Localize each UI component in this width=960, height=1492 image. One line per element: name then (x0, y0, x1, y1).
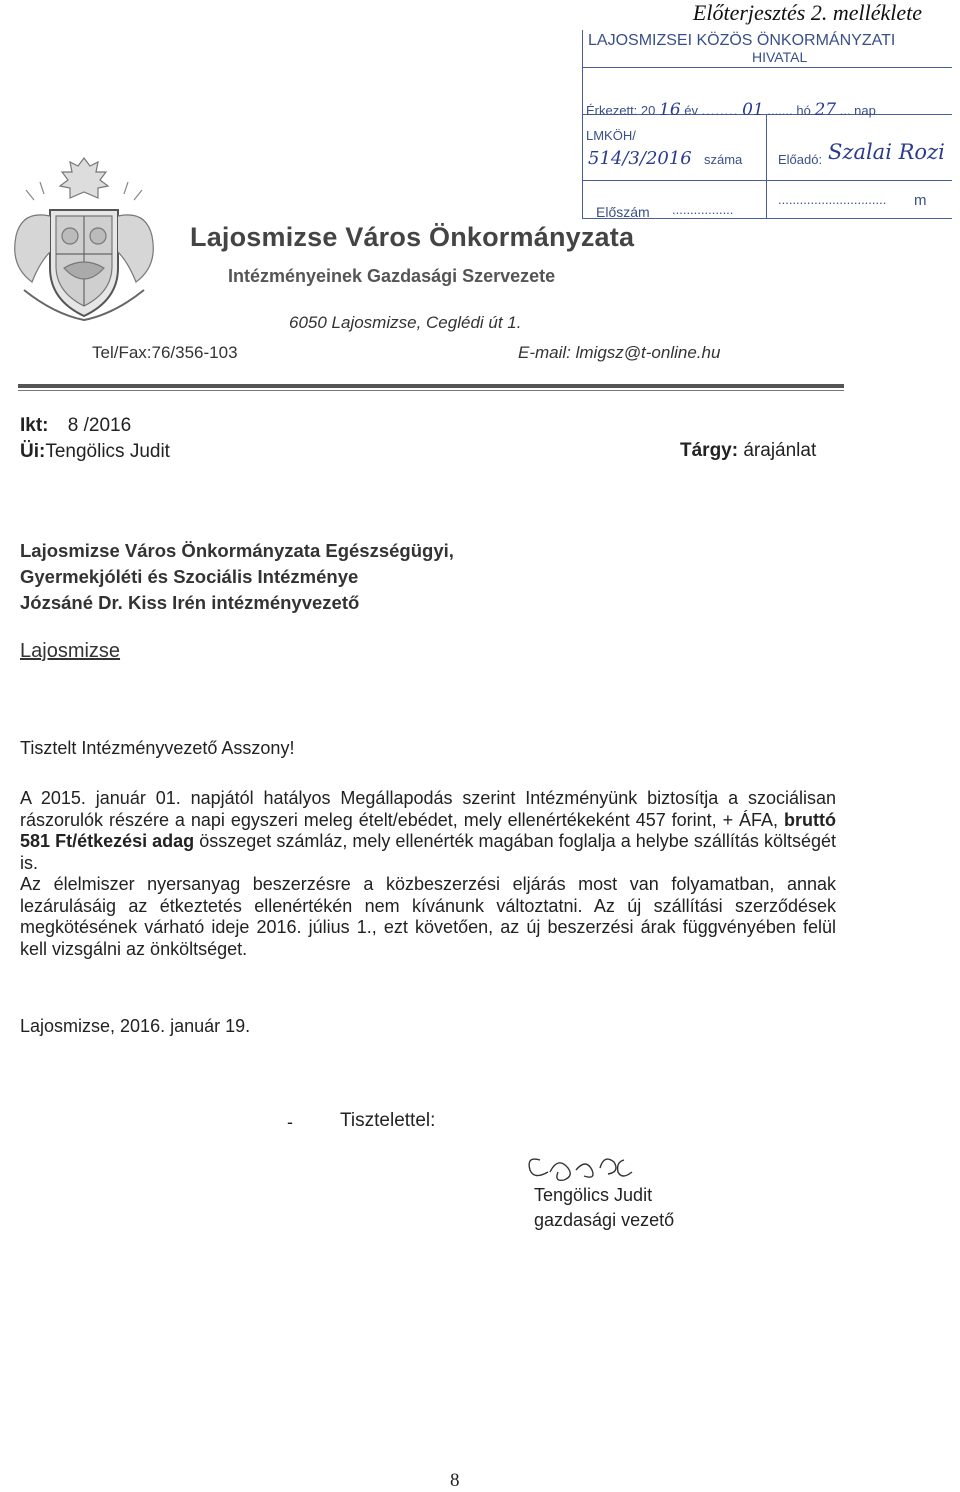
stamp-office-line1: LAJOSMIZSEI KÖZÖS ÖNKORMÁNYZATI (588, 32, 896, 49)
paragraph-1-start: A 2015. január 01. napjától hatályos Megállapodás szerint Intézményünk biztosítja a szociálisan rászorulók részére a napi egyszeri meleg ételt/ebédet, mely ellenértékeként 457 forint, + ÁFA, (20, 788, 836, 830)
subject-label: Tárgy: (680, 440, 739, 461)
coat-of-arms-icon (4, 150, 164, 330)
stamp-received-label: Érkezett: 20 (586, 103, 656, 118)
stamp-attachment-short: m (914, 192, 927, 209)
registry-stamp: LAJOSMIZSEI KÖZÖS ÖNKORMÁNYZATI HIVATAL Érkezett: 20 16 év ........ 01 ....... hó 27 ... nap LMKÖH/ 514/3/2016 száma Előadó: Szalai Rozi Előszám ................. .............................. m (582, 30, 957, 222)
stamp-officer-label: Előadó: (778, 152, 823, 167)
stamp-reg-number: 514/3/2016 (588, 148, 692, 169)
stamp-day-label: nap (854, 103, 876, 118)
stamp-number-label: száma (704, 152, 743, 167)
org-subtitle: Intézményeinek Gazdasági Szervezete (228, 266, 556, 286)
paragraph-1 (20, 788, 836, 874)
ikt-reference (20, 415, 131, 437)
stamp-received-month: 01 (742, 100, 764, 120)
addressee-city: Lajosmizse (20, 640, 121, 662)
subject (680, 440, 816, 462)
stamp-officer-name: Szalai Rozi (828, 140, 945, 164)
letter-date: Lajosmizse, 2016. január 19. (20, 1016, 251, 1036)
ikt-label: Ikt: (20, 415, 49, 436)
org-email: E-mail: lmigsz@t-online.hu (518, 343, 721, 362)
closing: Tisztelettel: (340, 1110, 436, 1131)
stamp-office-line2: HIVATAL (752, 49, 808, 65)
page-number: 8 (450, 1470, 460, 1491)
ui-reference (20, 441, 170, 463)
signer-role: gazdasági vezető (534, 1210, 675, 1230)
paragraph-1-bold: bruttó 581 Ft/étkezési adag (20, 809, 836, 851)
org-telephone: Tel/Fax:76/356-103 (92, 343, 238, 362)
org-title: Lajosmizse Város Önkormányzata (190, 222, 635, 252)
stamp-received-day: 27 (814, 100, 837, 120)
ikt-value: 8 /2016 (67, 415, 132, 436)
letter-body (20, 788, 836, 960)
header-rule (18, 384, 844, 388)
stamp-office-code: LMKÖH/ (586, 128, 636, 143)
salutation: Tisztelt Intézményvezető Asszony! (20, 738, 295, 758)
attachment-label: Előterjesztés 2. melléklete (692, 0, 922, 25)
ui-value: Tengölics Judit (45, 441, 170, 462)
dash-mark: - (287, 1112, 293, 1132)
stamp-month-label: hó (796, 103, 811, 118)
paragraph-2: Az élelmiszer nyersanyag beszerzésre a közbeszerzési eljárás most van folyamatban, annak lezárulásáig az étkeztetés ellenértékén nem kívánunk változtatni. Az új szállítási szerződések megkötésének várható ideje 2016. július 1., ezt követően, az új beszerzési árak függvényében felül kell vizsgálni az önköltséget. (20, 874, 836, 959)
signer-name: Tengölics Judit (534, 1185, 653, 1205)
stamp-preregistration-label: Előszám (596, 204, 650, 220)
stamp-year-label: év (684, 103, 698, 118)
addressee-line2: Gyermekjóléti és Szociális Intézménye (20, 566, 359, 587)
stamp-received-year: 16 (659, 100, 681, 120)
subject-value: árajánlat (743, 440, 817, 461)
org-address: 6050 Lajosmizse, Ceglédi út 1. (289, 313, 522, 332)
addressee-line3: Józsáné Dr. Kiss Irén intézményvezető (20, 592, 360, 613)
paragraph-1-end: összeget számláz, mely ellenérték magában foglalja a helybe szállítás költségét is. (20, 831, 836, 873)
addressee-line1: Lajosmizse Város Önkormányzata Egészségügyi, (20, 540, 454, 561)
header-rule-thin (18, 390, 844, 391)
ui-label: Üi: (20, 441, 46, 462)
